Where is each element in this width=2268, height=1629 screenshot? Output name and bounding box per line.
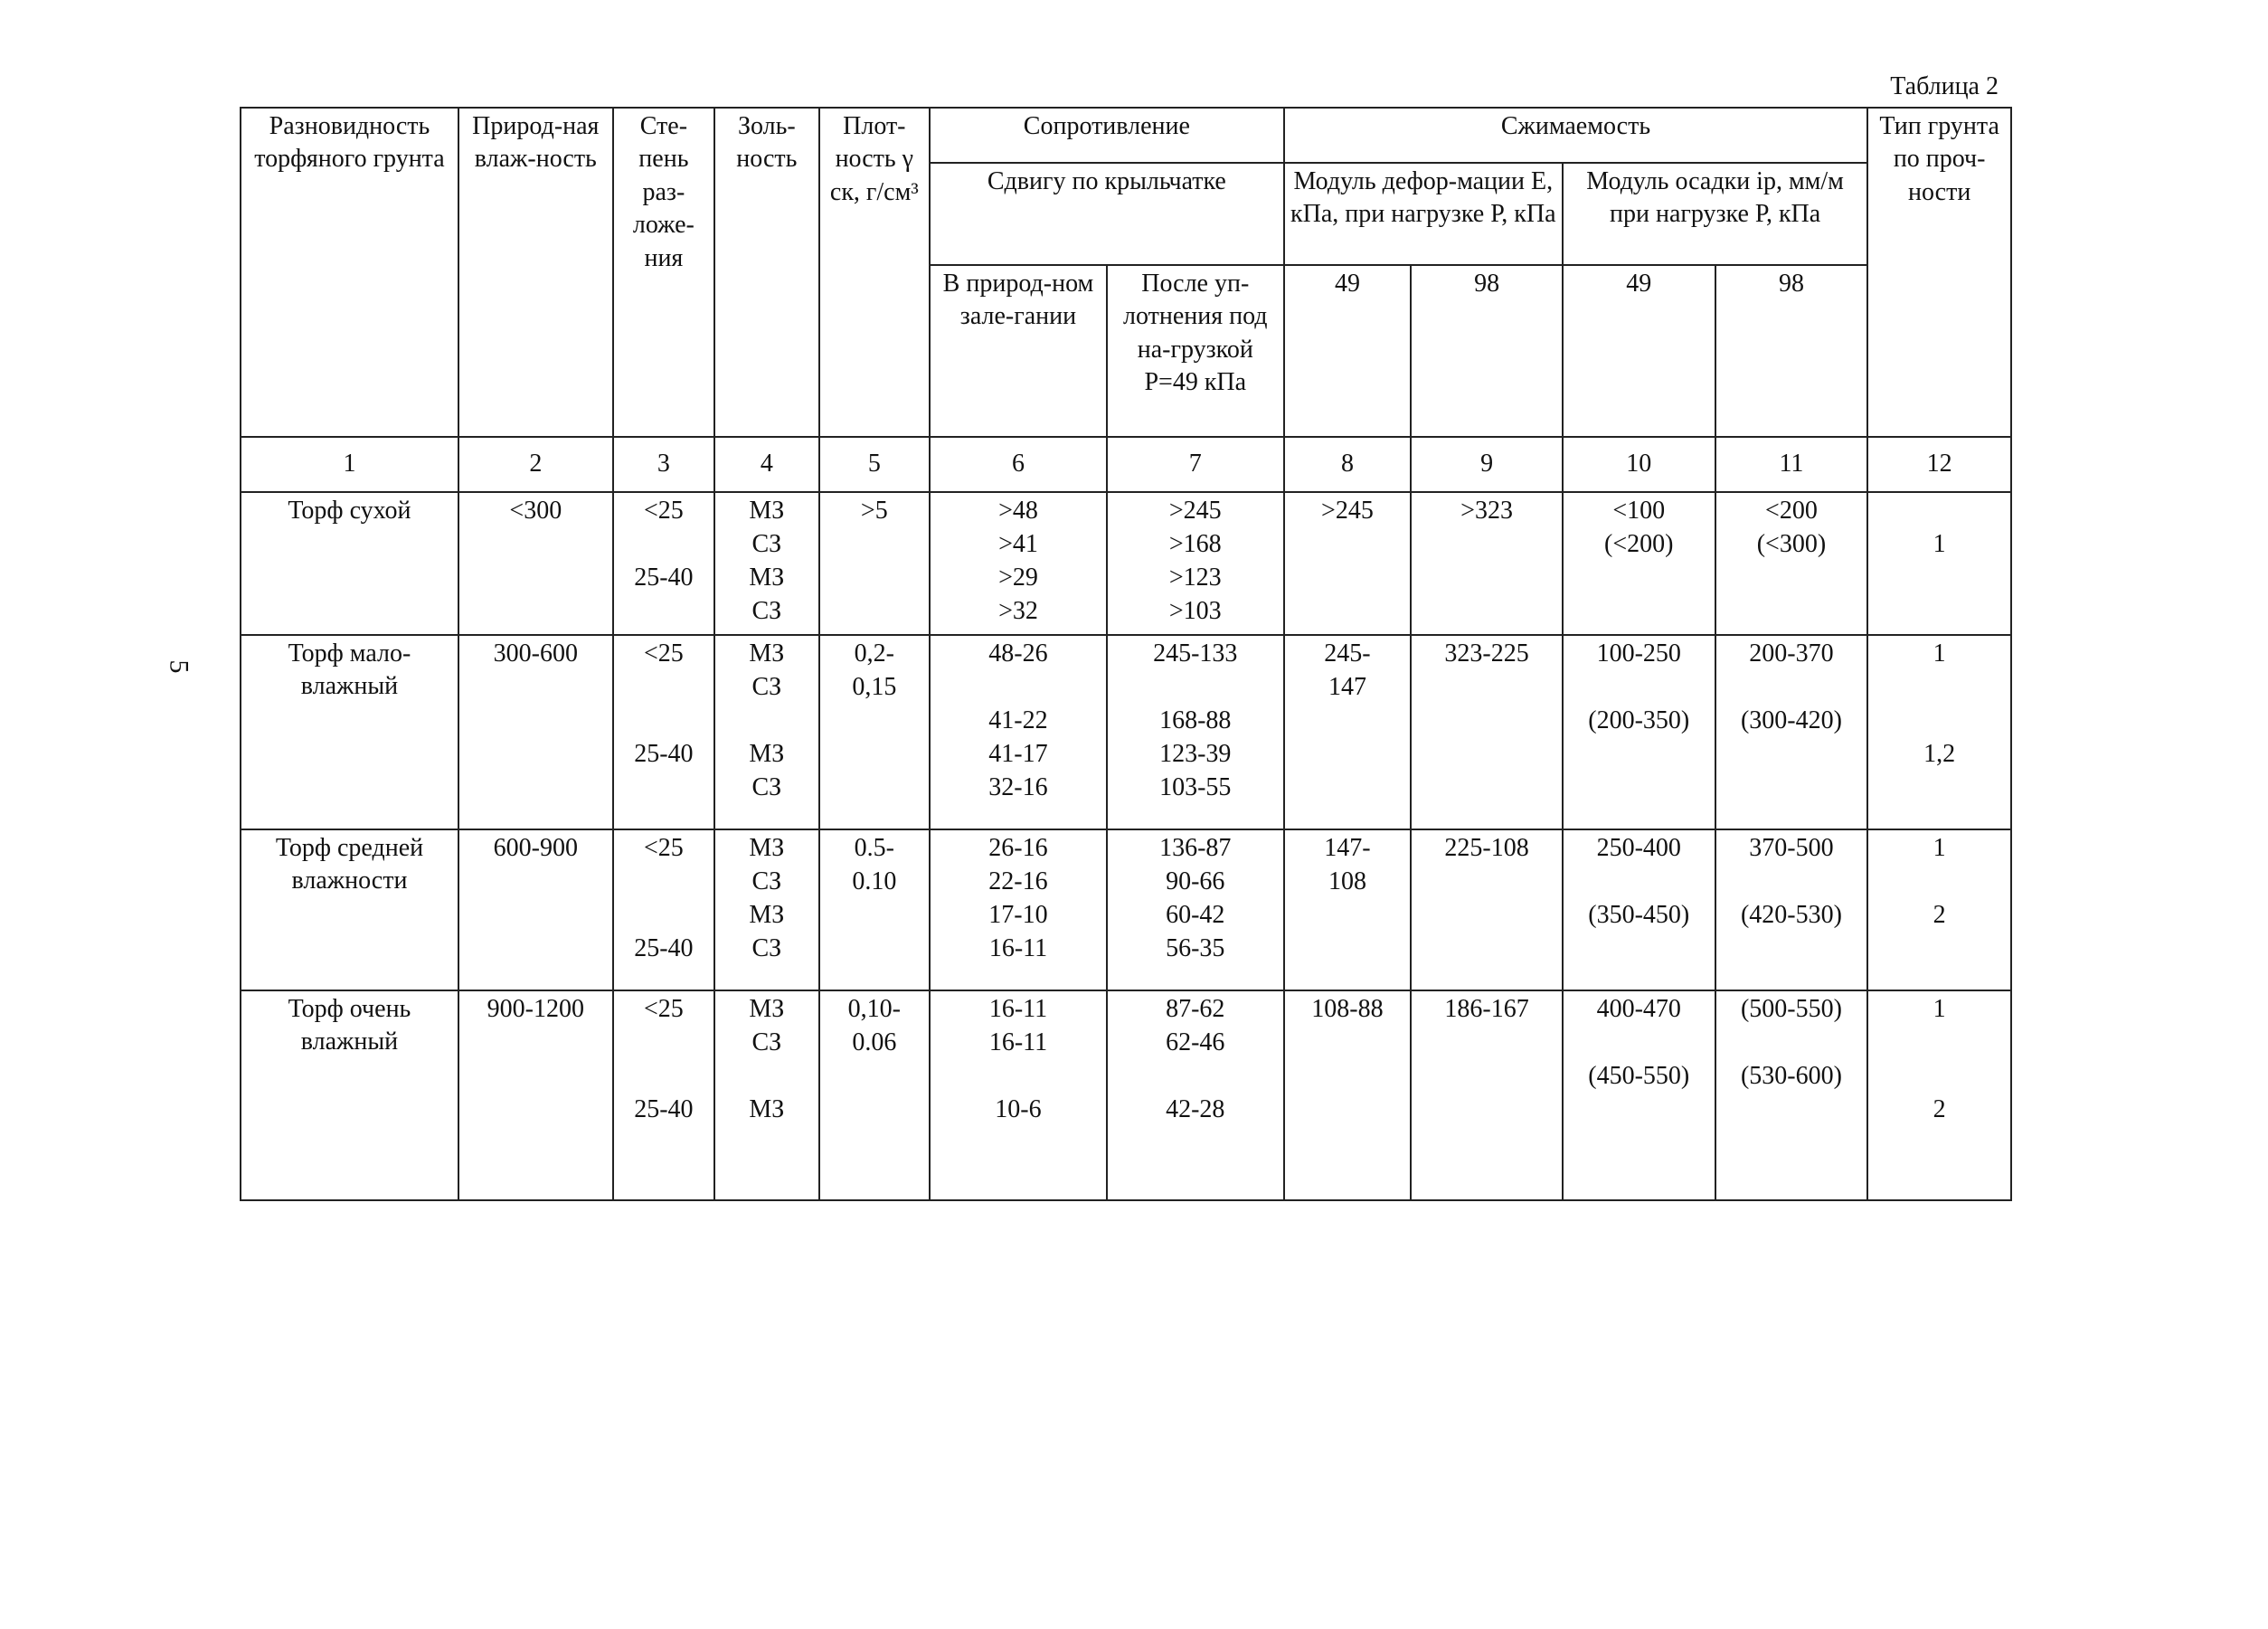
cell-value: <100 bbox=[1612, 497, 1666, 525]
column-numbers-row bbox=[241, 437, 2011, 492]
row-shear-natural bbox=[930, 635, 1107, 829]
cell-value: 108 bbox=[1328, 867, 1366, 895]
column-number: 5 bbox=[819, 437, 930, 492]
row-type bbox=[1867, 635, 2011, 829]
cell-value: 22-16 bbox=[988, 867, 1048, 895]
cell-value: СЗ bbox=[751, 934, 782, 962]
cell-value bbox=[1720, 1027, 1864, 1060]
cell-value: СЗ bbox=[751, 530, 782, 558]
row-variety: Торф средней влажности bbox=[241, 829, 458, 990]
cell-value: 2 bbox=[1933, 1095, 1946, 1123]
row-shear-compacted bbox=[1107, 635, 1284, 829]
cell-value: (200-350) bbox=[1588, 706, 1690, 734]
row-set-98 bbox=[1715, 990, 1868, 1200]
row-type bbox=[1867, 990, 2011, 1200]
cell-value: МЗ bbox=[749, 1095, 785, 1123]
row-def-49: >245 bbox=[1284, 492, 1412, 635]
header-row bbox=[241, 108, 2011, 163]
cell-value: МЗ bbox=[749, 740, 785, 768]
cell-value bbox=[1872, 866, 2007, 899]
table-row bbox=[241, 635, 2011, 829]
cell-value: 1 bbox=[1933, 834, 1946, 862]
peat-soil-table bbox=[240, 107, 2012, 1201]
row-density bbox=[819, 829, 930, 990]
cell-value bbox=[1872, 705, 2007, 738]
cell-value bbox=[934, 1060, 1102, 1094]
cell-value: <25 bbox=[643, 995, 684, 1023]
cell-value: 147- bbox=[1324, 834, 1371, 862]
cell-value: СЗ bbox=[751, 1028, 782, 1056]
cell-value bbox=[1111, 1060, 1280, 1094]
header-decomposition: Сте-пень раз-ложе-ния bbox=[613, 108, 714, 437]
column-number: 1 bbox=[241, 437, 458, 492]
cell-value: СЗ bbox=[751, 867, 782, 895]
row-ash bbox=[714, 990, 818, 1200]
row-def-49: 108-88 bbox=[1284, 990, 1412, 1200]
row-decomposition bbox=[613, 990, 714, 1200]
cell-value bbox=[618, 1060, 710, 1094]
cell-value bbox=[1872, 1060, 2007, 1094]
row-set-49 bbox=[1563, 492, 1715, 635]
cell-value: 17-10 bbox=[988, 901, 1048, 929]
header-load: 49 bbox=[1284, 265, 1412, 437]
header-moisture: Природ-ная влаж-ность bbox=[458, 108, 613, 437]
row-variety: Торф мало-влажный bbox=[241, 635, 458, 829]
row-shear-natural bbox=[930, 829, 1107, 990]
column-number: 2 bbox=[458, 437, 613, 492]
cell-value: 32-16 bbox=[988, 773, 1048, 801]
row-density: >5 bbox=[819, 492, 930, 635]
cell-value: СЗ bbox=[751, 673, 782, 701]
cell-value: 26-16 bbox=[988, 834, 1048, 862]
cell-value: СЗ bbox=[751, 597, 782, 625]
cell-value bbox=[618, 866, 710, 899]
cell-value: 2 bbox=[1933, 901, 1946, 929]
cell-value bbox=[934, 671, 1102, 705]
cell-value: 1 bbox=[1933, 995, 1946, 1023]
row-set-49 bbox=[1563, 635, 1715, 829]
cell-value bbox=[719, 705, 814, 738]
cell-value: (<300) bbox=[1756, 530, 1827, 558]
row-decomposition bbox=[613, 829, 714, 990]
cell-value: 56-35 bbox=[1166, 934, 1225, 962]
cell-value: >32 bbox=[998, 597, 1038, 625]
column-number: 8 bbox=[1284, 437, 1412, 492]
cell-value: (500-550) bbox=[1740, 995, 1842, 1023]
header-ash: Золь-ность bbox=[714, 108, 818, 437]
column-number: 12 bbox=[1867, 437, 2011, 492]
cell-value: 0,15 bbox=[852, 673, 897, 701]
cell-value bbox=[618, 705, 710, 738]
cell-value: 123-39 bbox=[1159, 740, 1232, 768]
cell-value: МЗ bbox=[749, 995, 785, 1023]
cell-value: 0.5- bbox=[854, 834, 894, 862]
row-ash bbox=[714, 829, 818, 990]
cell-value: >103 bbox=[1168, 597, 1222, 625]
page-number: 5 bbox=[164, 659, 194, 674]
cell-value: 200-370 bbox=[1749, 639, 1834, 668]
row-variety: Торф сухой bbox=[241, 492, 458, 635]
cell-value: 103-55 bbox=[1159, 773, 1232, 801]
cell-value: (450-550) bbox=[1588, 1062, 1690, 1090]
header-compacted: После уп-лотнения под на-грузкой Р=49 кПа bbox=[1107, 265, 1284, 437]
row-def-49 bbox=[1284, 635, 1412, 829]
cell-value: 400-470 bbox=[1596, 995, 1681, 1023]
cell-value bbox=[1720, 671, 1864, 705]
cell-value: 0,2- bbox=[854, 639, 894, 668]
cell-value bbox=[618, 899, 710, 933]
cell-value: (<200) bbox=[1604, 530, 1674, 558]
table-row bbox=[241, 492, 2011, 635]
cell-value bbox=[1567, 866, 1711, 899]
header-resistance: Сопротивление bbox=[930, 108, 1284, 163]
cell-value: <25 bbox=[643, 497, 684, 525]
header-compressibility: Сжимаемость bbox=[1284, 108, 1868, 163]
row-shear-natural bbox=[930, 492, 1107, 635]
row-ash bbox=[714, 635, 818, 829]
header-load: 98 bbox=[1715, 265, 1868, 437]
row-set-49 bbox=[1563, 829, 1715, 990]
row-shear-natural bbox=[930, 990, 1107, 1200]
header-deformation-modulus: Модуль дефор-мации Е, кПа, при нагрузке Р, кПа bbox=[1284, 163, 1563, 265]
row-shear-compacted bbox=[1107, 829, 1284, 990]
cell-value: 16-11 bbox=[988, 934, 1048, 962]
cell-value: (350-450) bbox=[1588, 901, 1690, 929]
cell-value bbox=[618, 595, 710, 629]
row-type bbox=[1867, 829, 2011, 990]
cell-value: 25-40 bbox=[634, 564, 694, 592]
cell-value: 60-42 bbox=[1166, 901, 1225, 929]
cell-value bbox=[719, 1060, 814, 1094]
header-variety: Разновидность торфяного грунта bbox=[241, 108, 458, 437]
cell-value: 147 bbox=[1328, 673, 1366, 701]
table-row bbox=[241, 990, 2011, 1200]
row-ash bbox=[714, 492, 818, 635]
cell-value bbox=[1872, 1027, 2007, 1060]
cell-value: МЗ bbox=[749, 564, 785, 592]
cell-value: 245-133 bbox=[1153, 639, 1238, 668]
column-number: 3 bbox=[613, 437, 714, 492]
cell-value: 16-11 bbox=[988, 1028, 1048, 1056]
cell-value: 0,10- bbox=[847, 995, 901, 1023]
row-decomposition bbox=[613, 635, 714, 829]
cell-value: МЗ bbox=[749, 497, 785, 525]
row-def-98: >323 bbox=[1411, 492, 1563, 635]
cell-value bbox=[1872, 495, 2007, 528]
header-soil-type: Тип грунта по проч-ности bbox=[1867, 108, 2011, 437]
column-number: 11 bbox=[1715, 437, 1868, 492]
cell-value: <25 bbox=[643, 834, 684, 862]
column-number: 4 bbox=[714, 437, 818, 492]
cell-value: 1,2 bbox=[1923, 740, 1956, 768]
row-type bbox=[1867, 492, 2011, 635]
header-load: 98 bbox=[1411, 265, 1563, 437]
cell-value bbox=[1567, 671, 1711, 705]
row-decomposition bbox=[613, 492, 714, 635]
row-shear-compacted bbox=[1107, 990, 1284, 1200]
cell-value bbox=[618, 1027, 710, 1060]
column-number: 7 bbox=[1107, 437, 1284, 492]
cell-value: 370-500 bbox=[1749, 834, 1834, 862]
cell-value: >245 bbox=[1168, 497, 1222, 525]
cell-value: 168-88 bbox=[1159, 706, 1232, 734]
header-density: Плот-ность γ ск, г/см³ bbox=[819, 108, 930, 437]
cell-value: МЗ bbox=[749, 901, 785, 929]
cell-value: 62-46 bbox=[1166, 1028, 1225, 1056]
cell-value: >168 bbox=[1168, 530, 1222, 558]
cell-value bbox=[1567, 1027, 1711, 1060]
cell-value: 48-26 bbox=[988, 639, 1048, 668]
cell-value: 0.06 bbox=[852, 1028, 897, 1056]
column-number: 6 bbox=[930, 437, 1107, 492]
row-def-49 bbox=[1284, 829, 1412, 990]
row-moisture: <300 bbox=[458, 492, 613, 635]
cell-value bbox=[618, 671, 710, 705]
cell-value bbox=[618, 772, 710, 805]
cell-value: 42-28 bbox=[1166, 1095, 1225, 1123]
cell-value: (300-420) bbox=[1740, 706, 1842, 734]
cell-value: 136-87 bbox=[1159, 834, 1232, 862]
column-number: 10 bbox=[1563, 437, 1715, 492]
cell-value: МЗ bbox=[749, 639, 785, 668]
cell-value: (530-600) bbox=[1740, 1062, 1842, 1090]
row-def-98: 186-167 bbox=[1411, 990, 1563, 1200]
row-variety: Торф очень влажный bbox=[241, 990, 458, 1200]
header-shear: Сдвигу по крыльчатке bbox=[930, 163, 1284, 265]
cell-value: 10-6 bbox=[995, 1095, 1042, 1123]
cell-value: (420-530) bbox=[1740, 901, 1842, 929]
cell-value: 41-22 bbox=[988, 706, 1048, 734]
row-set-98 bbox=[1715, 492, 1868, 635]
row-moisture: 600-900 bbox=[458, 829, 613, 990]
row-set-98 bbox=[1715, 829, 1868, 990]
cell-value: 245- bbox=[1324, 639, 1371, 668]
row-moisture: 300-600 bbox=[458, 635, 613, 829]
cell-value: СЗ bbox=[751, 773, 782, 801]
cell-value: <25 bbox=[643, 639, 684, 668]
header-load: 49 bbox=[1563, 265, 1715, 437]
row-density bbox=[819, 635, 930, 829]
cell-value: 25-40 bbox=[634, 740, 694, 768]
cell-value: 250-400 bbox=[1596, 834, 1681, 862]
cell-value: 100-250 bbox=[1596, 639, 1681, 668]
header-settlement-modulus: Модуль осадки ip, мм/м при нагрузке Р, кПа bbox=[1563, 163, 1867, 265]
cell-value: 0.10 bbox=[852, 867, 897, 895]
cell-value: 1 bbox=[1933, 530, 1946, 558]
header-natural: В природ-ном зале-гании bbox=[930, 265, 1107, 437]
table-row bbox=[241, 829, 2011, 990]
row-density bbox=[819, 990, 930, 1200]
cell-value: 1 bbox=[1933, 639, 1946, 668]
cell-value bbox=[618, 528, 710, 562]
cell-value: >29 bbox=[998, 564, 1038, 592]
cell-value: 16-11 bbox=[988, 995, 1048, 1023]
cell-value: >123 bbox=[1168, 564, 1222, 592]
row-moisture: 900-1200 bbox=[458, 990, 613, 1200]
cell-value: >48 bbox=[998, 497, 1038, 525]
row-shear-compacted bbox=[1107, 492, 1284, 635]
cell-value: >41 bbox=[998, 530, 1038, 558]
cell-value: <200 bbox=[1765, 497, 1818, 525]
cell-value bbox=[1111, 671, 1280, 705]
cell-value bbox=[1720, 866, 1864, 899]
cell-value: 87-62 bbox=[1166, 995, 1225, 1023]
cell-value bbox=[1872, 671, 2007, 705]
cell-value: 25-40 bbox=[634, 1095, 694, 1123]
cell-value: 25-40 bbox=[634, 934, 694, 962]
row-def-98: 225-108 bbox=[1411, 829, 1563, 990]
cell-value: МЗ bbox=[749, 834, 785, 862]
column-number: 9 bbox=[1411, 437, 1563, 492]
cell-value: 41-17 bbox=[988, 740, 1048, 768]
row-def-98: 323-225 bbox=[1411, 635, 1563, 829]
table-caption: Таблица 2 bbox=[1890, 72, 1999, 100]
row-set-98 bbox=[1715, 635, 1868, 829]
cell-value: 90-66 bbox=[1166, 867, 1225, 895]
row-set-49 bbox=[1563, 990, 1715, 1200]
